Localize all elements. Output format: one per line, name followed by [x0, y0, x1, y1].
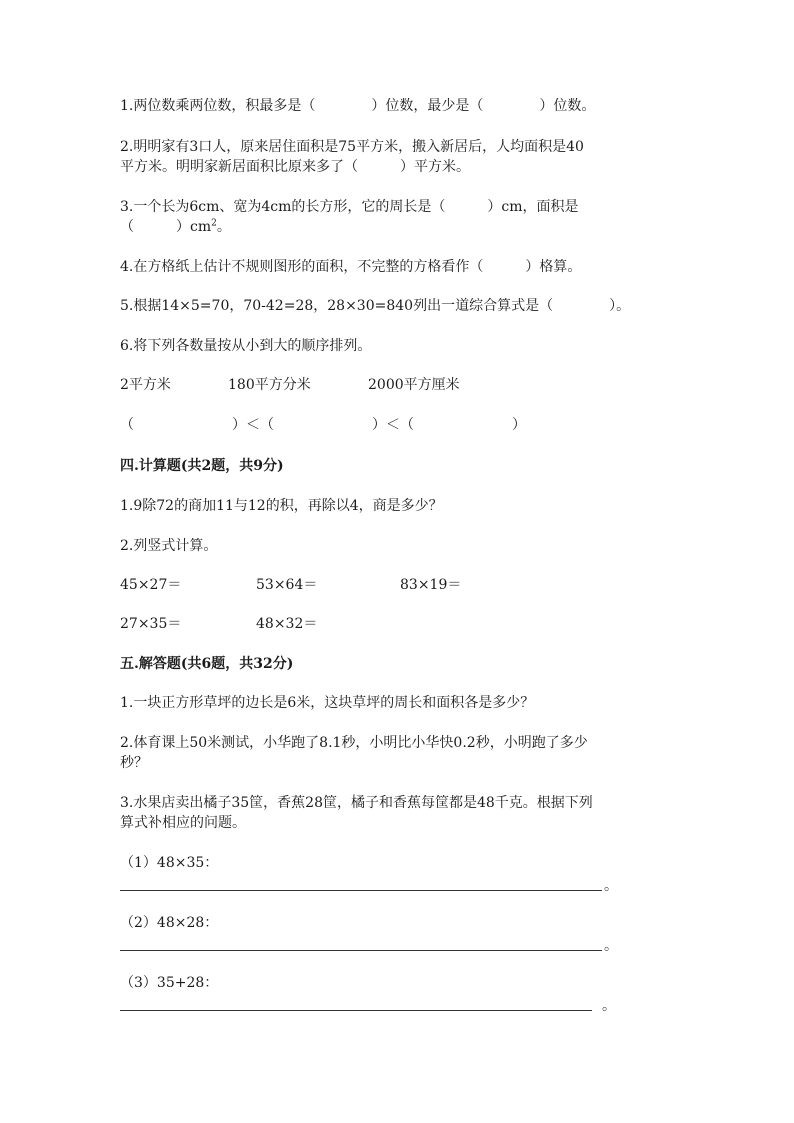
word-problem-1: 1.一块正方形草坪的边长是6米，这块草坪的周长和面积各是多少？ [120, 695, 535, 711]
fill-question-1: 1.两位数乘两位数，积最多是（ ）位数，最少是（ ）位数。 [120, 98, 596, 114]
fill-question-3-line1: 3.一个长为6cm、宽为4cm的长方形，它的周长是（ ）cm，面积是 [120, 199, 579, 215]
answer-line-1[interactable] [120, 890, 602, 891]
q6-item-3: 2000平方厘米 [368, 377, 460, 393]
q3-square-superscript: 2 [211, 218, 217, 229]
fill-question-3-line2 [120, 217, 231, 237]
word-problem-3-line2: 算式补相应的问题。 [120, 815, 246, 831]
q6-item-1: 2平方米 [120, 377, 171, 393]
q3-line2-prefix: （ ）cm [120, 219, 212, 235]
word-problem-3-line1: 3.水果店卖出橘子35筐，香蕉28筐，橘子和香蕉每筐都是48千克。根据下列 [120, 795, 593, 811]
answer-line-2[interactable] [120, 950, 602, 951]
sub-question-1: （1）48×35： [120, 855, 219, 871]
answer-line-3-period: 。 [602, 998, 616, 1014]
calc-row2-item2: 48×32＝ [256, 616, 318, 632]
fill-question-2-line2: 平方米。明明家新居面积比原来多了（ ）平方米。 [120, 159, 470, 175]
calc-row1-item3: 83×19＝ [400, 577, 462, 593]
fill-question-6: 6.将下列各数量按从小到大的顺序排列。 [120, 338, 372, 354]
calc-question-2: 2.列竖式计算。 [120, 538, 218, 554]
section-4-title: 四.计算题(共2题，共9分) [120, 458, 284, 474]
calc-row1-item2: 53×64＝ [256, 577, 318, 593]
sub-question-2: （2）48×28： [120, 915, 219, 931]
answer-line-2-period: 。 [604, 938, 618, 954]
q6-order-blanks: （ ）＜（ ）＜（ ） [120, 417, 526, 433]
fill-question-2-line1: 2.明明家有3口人，原来居住面积是75平方米，搬入新居后，人均面积是40 [120, 139, 584, 155]
fill-question-5: 5.根据14×5=70，70-42=28，28×30=840列出一道综合算式是（ ）。 [120, 298, 631, 314]
fill-question-4: 4.在方格纸上估计不规则图形的面积，不完整的方格看作（ ）格算。 [120, 259, 582, 275]
calc-row1-item1: 45×27＝ [120, 577, 182, 593]
answer-line-3[interactable] [120, 1010, 592, 1011]
q6-item-2: 180平方分米 [228, 377, 311, 393]
answer-line-1-period: 。 [604, 878, 618, 894]
calc-question-1: 1.9除72的商加11与12的积，再除以4，商是多少？ [120, 498, 443, 514]
q3-line2-suffix: 。 [216, 219, 231, 235]
section-5-title: 五.解答题(共6题，共32分) [120, 656, 294, 672]
calc-row2-item1: 27×35＝ [120, 616, 182, 632]
word-problem-2-line2: 秒？ [120, 755, 148, 771]
word-problem-2-line1: 2.体育课上50米测试，小华跑了8.1秒，小明比小华快0.2秒，小明跑了多少 [120, 735, 588, 751]
sub-question-3: （3）35+28： [120, 975, 219, 991]
